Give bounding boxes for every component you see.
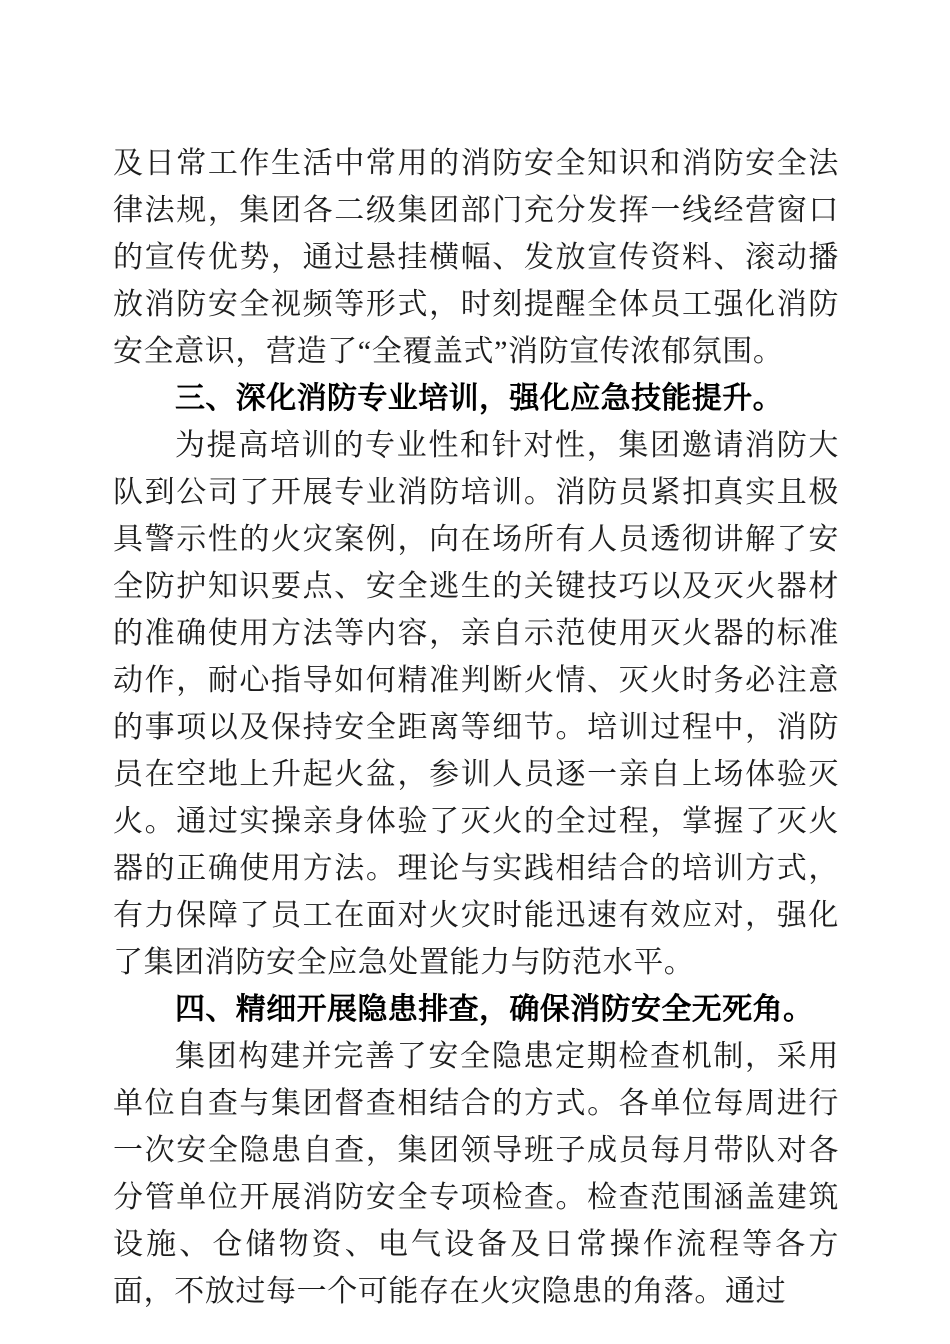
paragraph-section-four-body: 集团构建并完善了安全隐患定期检查机制，采用单位自查与集团督查相结合的方式。各单位每周进行一次安全隐患自查，集团领导班子成员每月带队对各分管单位开展消防安全专项检查。检查范围涵盖建筑设施、仓储物资、电气设备及日常操作流程等各方面，不放过每一个可能存在火灾隐患的角落。通过 xyxy=(113,1040,839,1308)
document-text-column xyxy=(113,140,839,1315)
paragraph-section-two-continuation: 及日常工作生活中常用的消防安全知识和消防安全法律法规，集团各二级集团部门充分发挥一线经营窗口的宣传优势，通过悬挂横幅、发放宣传资料、滚动播放消防安全视频等形式，时刻提醒全体员工强化消防安全意识，营造了“全覆盖式”消防宣传浓郁氛围。 xyxy=(113,147,839,368)
paragraph-section-three-body: 为提高培训的专业性和针对性，集团邀请消防大队到公司了开展专业消防培训。消防员紧扣真实且极具警示性的火灾案例，向在场所有人员透彻讲解了安全防护知识要点、安全逃生的关键技巧以及灭火器材的准确使用方法等内容，亲自示范使用灭火器的标准动作，耐心指导如何精准判断火情、灭火时务必注意的事项以及保持安全距离等细节。培训过程中，消防员在空地上升起火盆，参训人员逐一亲自上场体验灭火。通过实操亲身体验了灭火的全过程，掌握了灭火器的正确使用方法。理论与实践相结合的培训方式，有力保障了员工在面对火灾时能迅速有效应对，强化了集团消防安全应急处置能力与防范水平。 xyxy=(113,429,839,979)
heading-section-three: 三、深化消防专业培训，强化应急技能提升。 xyxy=(175,382,783,415)
heading-section-four: 四、精细开展隐患排查，确保消防安全无死角。 xyxy=(175,993,814,1026)
